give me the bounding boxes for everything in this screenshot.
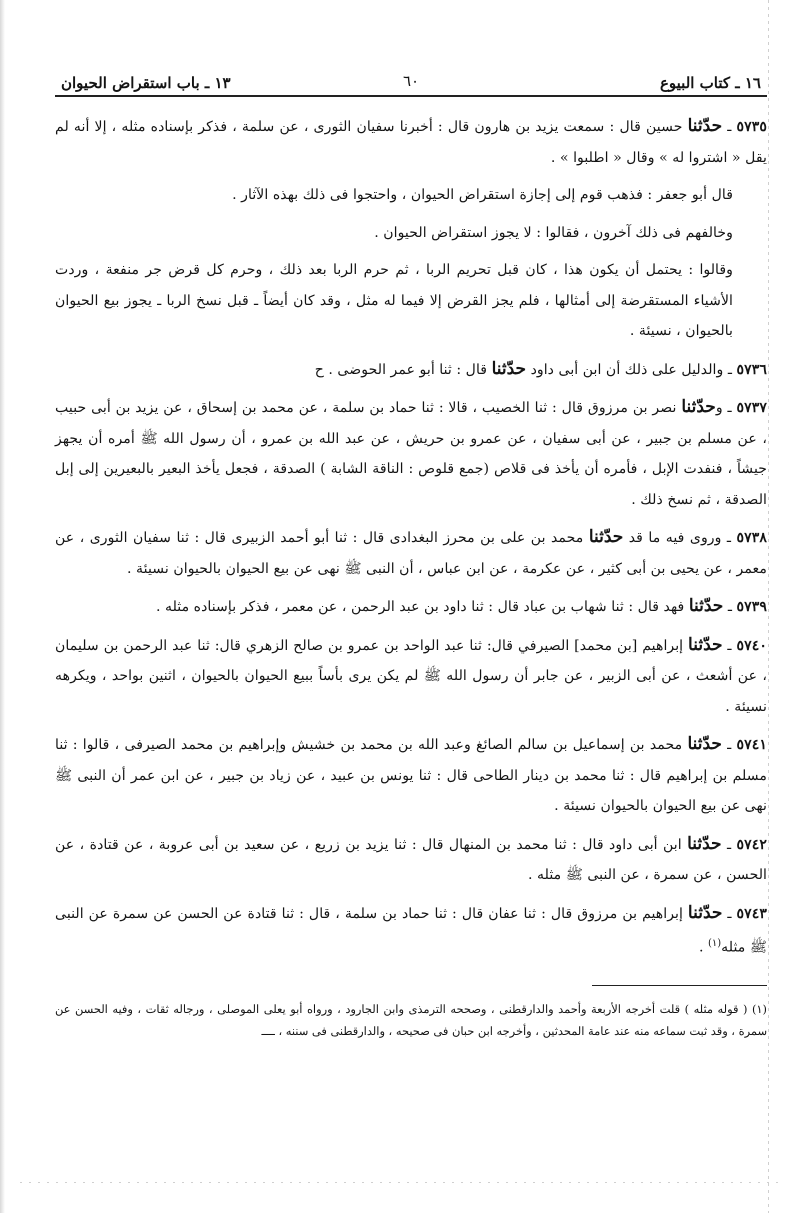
header-rule: [55, 95, 767, 97]
haddathana-word: حدّثنا: [588, 527, 624, 547]
hadith-5735: ٥٧٣٥ ـ حدّثنا حسين قال : سمعت يزيد بن هارون قال : أخبرنا سفيان الثورى ، عن سلمة ، فذكر بإسناده مثله ، إلا أنه لم يقل « اشتروا له » وقال « اطلبوا » .: [55, 116, 767, 166]
footnote-rule: [592, 985, 767, 986]
hadith-number: ٥٧٣٥: [736, 119, 767, 135]
hadith-5742: ٥٧٤٢ ـ حدّثنا ابن أبى داود قال : ثنا محمد بن المنهال قال : ثنا يزيد بن زريع ، عن سعيد بن أبى عروبة ، عن قتادة ، عن الحسن ، عن سمرة ، عن النبى ﷺ مثله .: [55, 833, 768, 883]
hadith-5741: ٥٧٤١ ـ حدّثنا محمد بن إسماعيل بن سالم الصائغ وعبد الله بن محمد بن خشيش وإبراهيم بن محمد الصيرفى ، قالوا : ثنا مسلم بن إبراهيم قال : ثنا محمد بن دينار الطاحى قال : ثنا يونس بن عبيد ، عن زياد بن جبير ، عن ابن عمر أن النبى ﷺ نهى عن بيع الحيوان بالحيوان نسيئة .: [55, 734, 768, 814]
hadith-5737: ٥٧٣٧ ـ وحدّثنا نصر بن مرزوق قال : ثنا الخصيب ، قالا : ثنا حماد بن سلمة ، عن محمد بن إسحاق ، عن يزيد بن أبى حبيب ، عن مسلم بن جبير ، عن أبى سفيان ، عن عمرو بن حريش ، عن عبد الله بن عمرو ، أن رسول الله ﷺ أمره أن يجهز جيشاً ، فنفدت الإبل ، فأمره أن يأخذ فى قلاص (جمع قلوص : الناقة الشابة ) الصدقة ، فجعل يأخذ البعير بالبعيرين إلى إبل الصدقة ، ثم نسخ ذلك .: [55, 397, 767, 508]
footnote-reference[interactable]: (١): [707, 938, 722, 949]
page-margin-line: [768, 0, 769, 1213]
hadith-5736: ٥٧٣٦ ـ والدليل على ذلك أن ابن أبى داود حدّثنا قال : ثنا أبو عمر الحوضى . ح: [314, 358, 767, 379]
hadith-5740: ٥٧٤٠ ـ حدّثنا إبراهيم [بن محمد] الصيرفي قال: ثنا عبد الواحد بن عمرو بن صالح الزهري قال: ثنا عبد الرحمن بن سليمان ، عن أشعث ، عن أبى الزبير ، عن جابر أن رسول الله ﷺ لم يكن يرى بأساً ببيع الحيوان بالحيوان ، اثنين بواحد ، ويكرهه نسيئة .: [55, 634, 767, 715]
header-chapter-title: ١٣ ـ باب استقراض الحيوان: [61, 74, 231, 92]
hadith-5739: ٥٧٣٩ ـ حدّثنا فهد قال : ثنا شهاب بن عباد قال : ثنا داود بن عبد الرحمن ، عن معمر ، فذكر بإسناده مثله .: [155, 596, 767, 616]
haddathana-word: حدّثنا: [687, 902, 723, 923]
running-header: [55, 62, 767, 92]
scan-edge-dots: [20, 1182, 780, 1183]
hadith-number: ٥٧٤٢: [736, 836, 768, 853]
hadith-5738: ٥٧٣٨ ـ وروى فيه ما قد حدّثنا محمد بن على بن محرز البغدادى قال : ثنا أبو أحمد الزبيرى قال : ثنا سفيان الثورى ، عن معمر ، عن يحيى بن أبى كثير ، عن عكرمة ، عن ابن عباس ، أن النبى ﷺ نهى عن بيع الحيوان بالحيوان نسيئة .: [55, 527, 768, 577]
hadith-number: ٥٧٣٩: [736, 599, 767, 615]
haddathana-word: حدّثنا: [491, 358, 527, 379]
header-book-title: ١٦ ـ كتاب البيوع: [659, 74, 761, 92]
hadith-number: ٥٧٤٣: [736, 905, 767, 922]
book-page: [55, 62, 767, 1172]
hadith-number: ٥٧٣٨: [736, 530, 768, 546]
commentary-paragraph-2: وخالفهم فى ذلك آخرون ، فقالوا : لا يجوز استقراض الحيوان .: [374, 224, 733, 241]
hadith-5743: ٥٧٤٣ ـ حدّثنا إبراهيم بن مرزوق قال : ثنا عفان قال : ثنا حماد بن سلمة ، قال : ثنا قتادة عن الحسن عن سمرة عن النبى ﷺ مثله$^{(١)}$ .: [55, 902, 767, 956]
commentary-paragraph-3: وقالوا : يحتمل أن يكون هذا ، كان قبل تحريم الربا ، ثم حرم الربا بعد ذلك ، وحرم كل قرض جر منفعة ، وردت الأشياء المستقرضة إلى أمثالها ، فلم يجز القرض إلا فيما له مثل ، وقد كان أيضاً ـ قبل نسخ الربا ـ يجوز بيع الحيوان بالحيوان ، نسيئة .: [55, 262, 733, 339]
haddathana-word: حدّثنا: [681, 397, 716, 417]
haddathana-word: حدّثنا: [687, 833, 722, 854]
footnote-1: (١) ( قوله مثله ) قلت أخرجه الأربعة وأحمد والدارقطنى ، وصححه الترمذى وابن الجارود ، ورواه أبو يعلى الموصلى ، ورجاله ثقات ، وفيه الحسن عن سمرة ، وقد ثبت سماعه منه عند عامة المحدثين ، وأخرجه ابن حبان فى صحيحه ، والدارقطنى فى سننه ، ــــ: [55, 1001, 767, 1038]
hadith-number: ٥٧٤١: [736, 737, 768, 753]
haddathana-word: حدّثنا: [687, 116, 723, 136]
haddathana-word: حدّثنا: [687, 734, 722, 754]
haddathana-word: حدّثنا: [688, 596, 724, 616]
hadith-number: ٥٧٣٦: [736, 361, 767, 378]
haddathana-word: حدّثنا: [688, 634, 723, 655]
hadith-number: ٥٧٤٠: [736, 637, 767, 654]
page-number: ٦٠: [402, 72, 420, 90]
page-shadow: [0, 0, 5, 1213]
hadith-number: ٥٧٣٧: [736, 400, 767, 416]
commentary-paragraph-1: قال أبو جعفر : فذهب قوم إلى إجازة استقراض الحيوان ، واحتجوا فى ذلك بهذه الآثار .: [232, 187, 733, 203]
